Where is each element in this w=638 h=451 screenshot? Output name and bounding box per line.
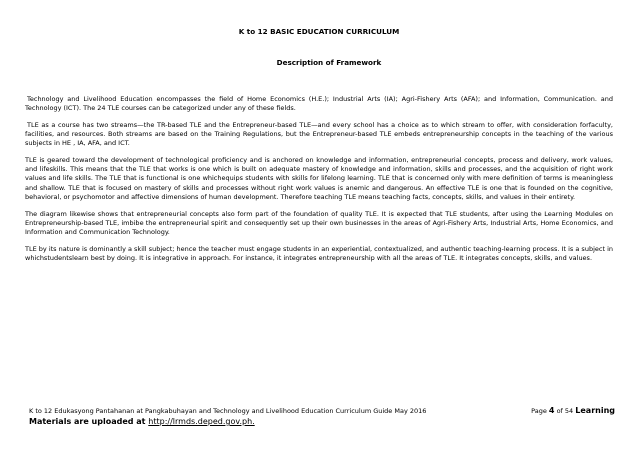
footer-page-info [531,406,615,416]
footer-materials-text: Materials are uploaded at [29,417,146,426]
paragraph-skill-subject: TLE by its nature is dominantly a skill subject; hence the teacher must engage students in an experiential, contextualized, and authentic teaching-learning process. It is a subject in whichstudentslearn best by doing. It is integrative in approach. For instance, it integrates entrepreneurship with all the areas of TLE. It integrates concepts, skills, and values. [25,244,613,262]
document-subtitle: Description of Framework [276,58,382,67]
footer-materials-line [29,417,615,426]
paragraph-streams: TLE as a course has two streams—the TR-based TLE and the Entrepreneur-based TLE—and every school has a choice as to which stream to offer, with consideration forfaculty, facilities, and resources. Both streams are based on the Training Regulations, but the Entrepreneur-based TLE embeds entrepreneurship concepts in the teaching of the various subjects in HE , IA, AFA, and ICT. [25,120,613,148]
paragraph-diagram: The diagram likewise shows that entrepreneurial concepts also form part of the foundation of quality TLE. It is expected that TLE students, after using the Learning Modules on Entrepreneurship-based TLE, imbibe the entrepreneurial spirit and consequently set up their own businesses in the areas of Agri-Fishery Arts, Industrial Arts, Home Economics, and Information and Communication Technology. [25,209,613,236]
page-number: 4 [548,406,555,415]
page-total: of 54 [556,407,574,415]
document-title: K to 12 BASIC EDUCATION CURRICULUM [238,27,400,36]
footer-learning-word: Learning [575,406,615,415]
paragraph-proficiency: TLE is geared toward the development of technological proficiency and is anchored on knowledge and information, entrepreneurial concepts, process and delivery, work values, and lifeskills. This means that the TLE that works is one which is built on adequate mastery of knowledge and information, skills and processes, and the acquisition of right work values and life skills. The TLE that is functional is one whichequips students with skills for lifelong learning. TLE that is concerned only with mere definition of terms is meaningless and shallow. TLE that is focused on mastery of skills and processes without right work values is anemic and dangerous. An effective TLE is one that is founded on the cognitive, behavioral, or psychomotor and affective dimensions of human development. Therefore teaching TLE means teaching facts, concepts, skills, and values in their entirety. [25,156,613,201]
page-label: Page [531,407,547,415]
page-footer [29,406,615,426]
paragraph-fields: Technology and Livelihood Education encompasses the field of Home Economics (H.E.); Industrial Arts (IA); Agri-Fishery Arts (AFA); and Information, Communication. and Technology (ICT). The 24 TLE courses can be categorized under any of these fields. [25,95,613,113]
document-body [25,95,613,271]
footer-guide-title: K to 12 Edukasyong Pantahanan at Pangkabuhayan and Technology and Livelihood Education Curriculum Guide May 2016 [29,407,427,415]
footer-url-link[interactable]: http://lrmds.deped.gov.ph. [148,417,255,426]
